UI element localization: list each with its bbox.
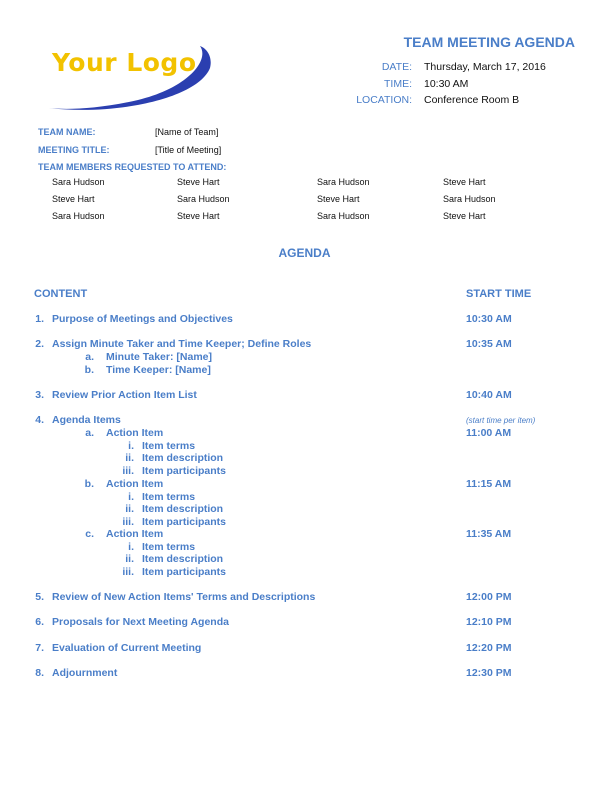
agenda-item-number: 3. [35, 389, 44, 401]
agenda-item: Agenda Items [52, 414, 121, 426]
agenda-item-number: b. [84, 478, 94, 490]
team-member: Sara Hudson [52, 177, 105, 187]
time-value: 10:30 AM [424, 78, 469, 90]
agenda-subitem: Action Item [106, 528, 164, 540]
page-title: TEAM MEETING AGENDA [403, 34, 575, 50]
agenda-item-number: iii. [122, 516, 134, 529]
meeting-title-value: [Title of Meeting] [155, 145, 222, 155]
agenda-item-number: iii. [122, 566, 134, 579]
agenda-item: Review Prior Action Item List [52, 389, 197, 401]
agenda-item-time: 11:35 AM [466, 528, 512, 540]
agenda-item-time: 10:40 AM [466, 389, 512, 401]
agenda-item-number: i. [128, 490, 134, 503]
agenda-subitem: Action Item [106, 478, 164, 490]
team-member: Steve Hart [177, 177, 220, 187]
agenda-item-number: 6. [35, 616, 44, 628]
agenda-item-time: 12:10 PM [466, 616, 512, 628]
agenda-subsubitem: Item participants [142, 516, 227, 529]
time-label: TIME: [384, 78, 412, 90]
agenda-heading: AGENDA [278, 246, 331, 260]
agenda-item-number: 1. [35, 313, 44, 325]
date-value: Thursday, March 17, 2016 [424, 61, 546, 73]
agenda-subsubitem: Item description [142, 553, 224, 566]
agenda-subitem: Action Item [106, 427, 164, 439]
agenda-subsubitem: Item terms [142, 439, 196, 452]
location-label: LOCATION: [356, 94, 412, 106]
agenda-subsubitem: Item participants [142, 465, 227, 478]
agenda-item-note: (start time per item) [466, 416, 536, 425]
team-name-value: [Name of Team] [155, 127, 219, 137]
team-member: Steve Hart [177, 211, 220, 221]
team-member: Steve Hart [317, 194, 360, 204]
agenda-item-time: 11:00 AM [466, 427, 512, 439]
date-label: DATE: [381, 61, 412, 73]
agenda-item-number: iii. [122, 465, 134, 478]
team-member: Sara Hudson [443, 194, 496, 204]
agenda-item-number: 5. [35, 591, 44, 603]
agenda-item-number: 2. [35, 338, 44, 350]
agenda-subsubitem: Item description [142, 452, 224, 465]
content-column-header: CONTENT [34, 288, 88, 300]
agenda-item: Review of New Action Items' Terms and Descriptions [52, 591, 316, 603]
agenda-item-number: ii. [125, 553, 134, 566]
agenda-item: Evaluation of Current Meeting [52, 642, 202, 654]
agenda-item-time: 10:30 AM [466, 313, 512, 325]
agenda-item-number: a. [85, 427, 94, 439]
agenda-subsubitem: Item description [142, 503, 224, 516]
team-members-label: TEAM MEMBERS REQUESTED TO ATTEND: [38, 162, 227, 172]
team-member: Steve Hart [443, 211, 486, 221]
agenda-item-time: 12:00 PM [466, 591, 512, 603]
agenda-item: Purpose of Meetings and Objectives [52, 313, 233, 325]
agenda-item-number: c. [85, 528, 94, 540]
agenda-item-number: ii. [125, 452, 134, 465]
agenda-item-time: 10:35 AM [466, 338, 512, 350]
team-member: Steve Hart [52, 194, 95, 204]
agenda-item: Adjournment [52, 667, 118, 679]
agenda-item-number: i. [128, 540, 134, 553]
agenda-item-time: 12:30 PM [466, 667, 512, 679]
agenda-item-time: 11:15 AM [466, 478, 512, 490]
team-member: Sara Hudson [317, 211, 370, 221]
agenda-item: Proposals for Next Meeting Agenda [52, 616, 229, 628]
company-logo [28, 38, 228, 118]
agenda-item-number: 8. [35, 667, 44, 679]
agenda-item-number: i. [128, 439, 134, 452]
team-member: Sara Hudson [52, 211, 105, 221]
logo-text: Your Logo [52, 48, 197, 77]
team-name-label: TEAM NAME: [38, 127, 96, 137]
agenda-item-number: b. [84, 363, 94, 376]
agenda-item-time: 12:20 PM [466, 642, 512, 654]
agenda-item-number: 7. [35, 642, 44, 654]
agenda-subsubitem: Item terms [142, 540, 196, 553]
agenda-subitem: Time Keeper: [Name] [106, 363, 211, 376]
start-time-column-header: START TIME [466, 288, 532, 300]
meeting-title-label: MEETING TITLE: [38, 145, 110, 155]
agenda-item-number: a. [85, 351, 94, 363]
agenda-subitem: Minute Taker: [Name] [106, 351, 212, 363]
location-value: Conference Room B [424, 94, 520, 106]
agenda-item-number: ii. [125, 503, 134, 516]
team-member: Steve Hart [443, 177, 486, 187]
agenda-subsubitem: Item participants [142, 566, 227, 579]
team-member: Sara Hudson [177, 194, 230, 204]
agenda-subsubitem: Item terms [142, 490, 196, 503]
agenda-item-number: 4. [35, 414, 44, 426]
agenda-item: Assign Minute Taker and Time Keeper; Define Roles [52, 338, 312, 350]
team-member: Sara Hudson [317, 177, 370, 187]
